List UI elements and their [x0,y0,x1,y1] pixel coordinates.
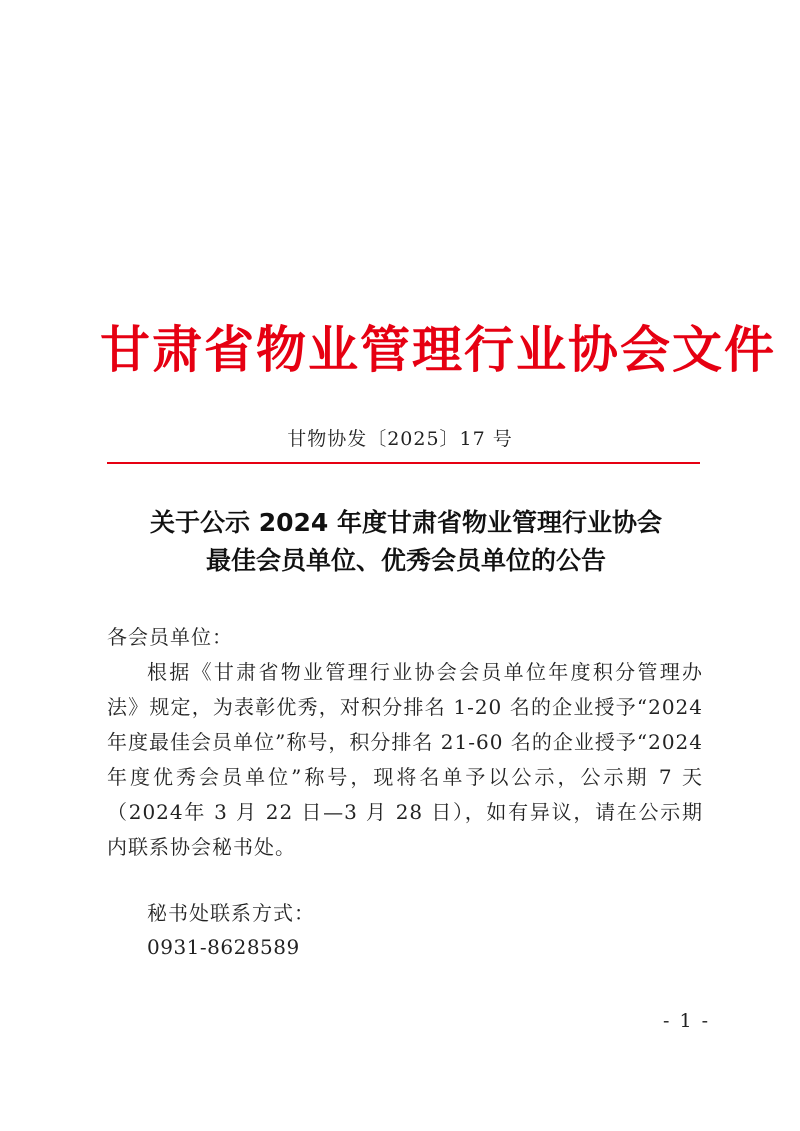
header-title: 甘肃省物业管理行业协会文件 [100,321,776,379]
notice-title [100,504,712,580]
page-number: - 1 - [662,1010,710,1032]
notice-title-line-1: 关于公示 2024 年度甘肃省物业管理行业协会 [150,508,662,537]
notice-title-line-2: 最佳会员单位、优秀会员单位的公告 [205,546,606,575]
salutation: 各会员单位： [107,625,233,649]
contact-label: 秘书处联系方式： [147,901,315,925]
red-divider-line [107,462,700,464]
contact-phone: 0931-8628589 [147,935,300,959]
document-number: 甘物协发〔2025〕17 号 [287,428,513,450]
body-paragraph: 根据《甘肃省物业管理行业协会会员单位年度积分管理办法》规定，为表彰优秀，对积分排名 1-20 名的企业授予“2024年度最佳会员单位”称号，积分排名 21-60 名的企业授予“2024年度优秀会员单位”称号，现将名单予以公示，公示期 7 天（2024年 3 月 22 日—3 月 28 日），如有异议，请在公示期内联系协会秘书处。 [107,660,703,859]
